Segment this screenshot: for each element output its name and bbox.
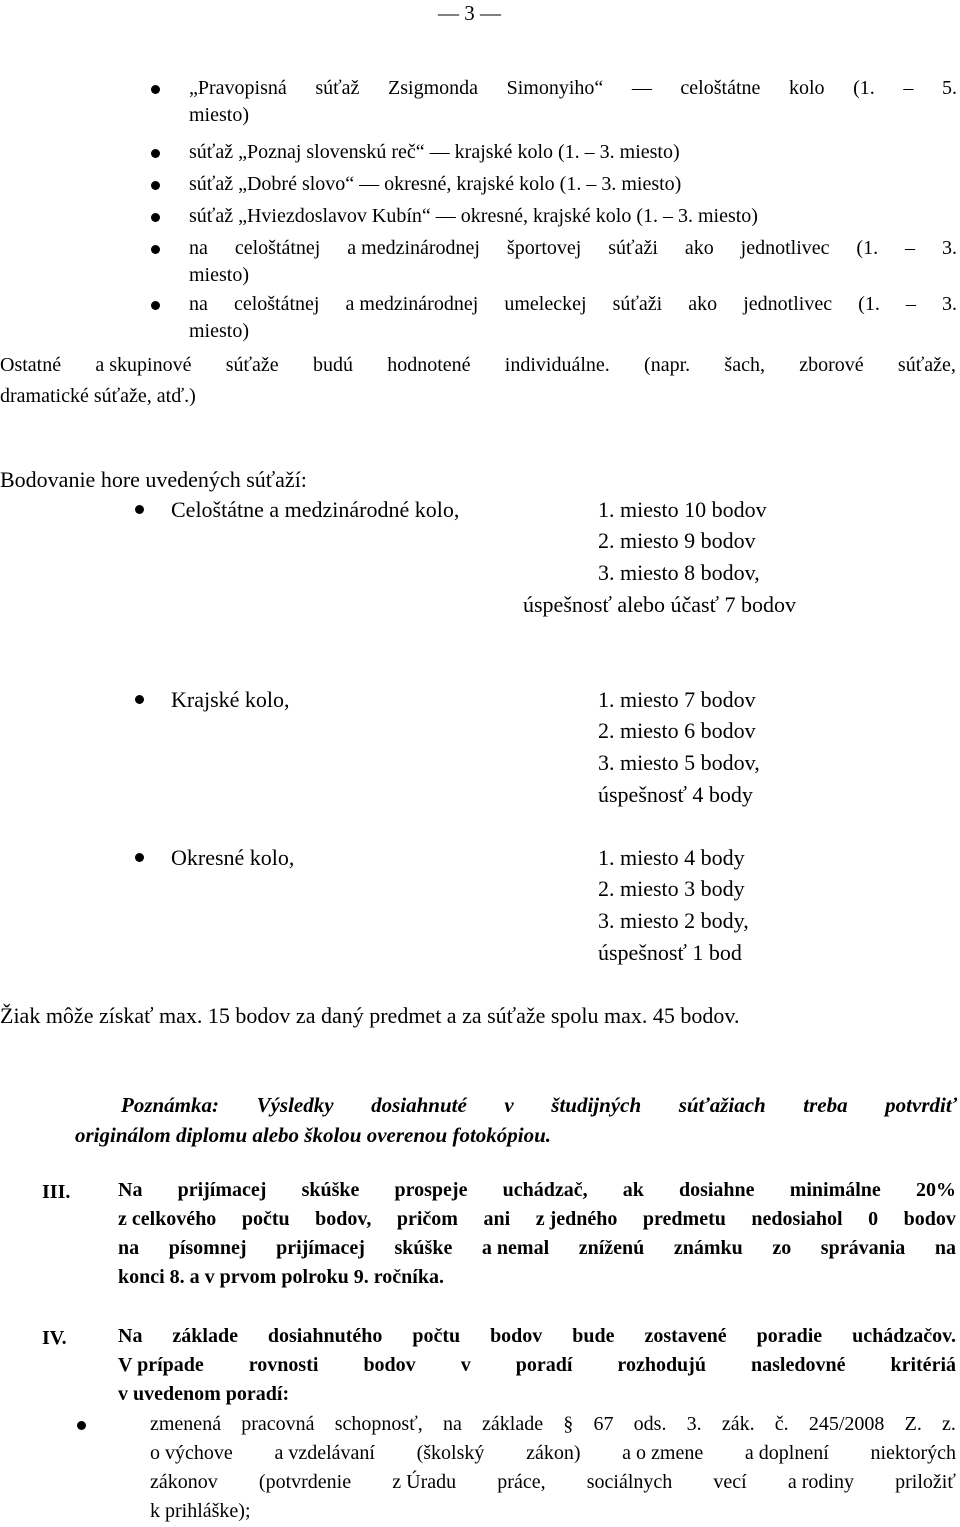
word: č.	[774, 1413, 789, 1435]
word: na	[934, 1237, 956, 1259]
word: zákonov	[150, 1471, 218, 1493]
word: zborové	[799, 354, 864, 376]
word: kolo	[788, 77, 825, 99]
word: o výchove	[150, 1442, 233, 1464]
section-4-last-line: v uvedenom poradí:	[118, 1383, 290, 1405]
word: celoštátne	[680, 77, 761, 99]
word: v	[460, 1354, 471, 1376]
word: predmetu	[642, 1208, 726, 1230]
word: zníženú	[578, 1237, 645, 1259]
section-3-line	[118, 1176, 956, 1205]
scoring-regional-line-1: 1. miesto 7 bodov	[598, 687, 756, 712]
word: poradie	[756, 1325, 823, 1347]
word: minimálne	[789, 1179, 881, 1201]
word: potvrdiť	[885, 1093, 957, 1117]
competition-item	[189, 76, 957, 127]
word: ako	[684, 237, 714, 259]
word: (potvrdenie	[258, 1471, 352, 1493]
word: pracovná	[241, 1413, 315, 1435]
word: z celkového	[118, 1208, 217, 1230]
page-number: — 3 —	[438, 1, 501, 25]
word: dosiahne	[678, 1179, 755, 1201]
competition-line: súťaž „Hviezdoslavov Kubín“ — okresné, krajské kolo (1. – 3. miesto)	[189, 205, 758, 227]
word: (1.	[858, 293, 880, 315]
word: vecí	[713, 1471, 747, 1493]
scoring-district-line-2: 2. miesto 3 body	[598, 876, 745, 901]
note-line-2: originálom diplomu alebo školou overenou fotokópiou.	[75, 1123, 552, 1147]
competition-line: súťaž „Poznaj slovenskú reč“ — krajské kolo (1. – 3. miesto)	[189, 141, 680, 163]
word: (školský	[416, 1442, 485, 1464]
word: –	[905, 293, 916, 315]
others-paragraph	[0, 353, 956, 408]
word: a doplnení	[744, 1442, 829, 1464]
word: 0	[868, 1208, 879, 1230]
word: prospeje	[394, 1179, 468, 1201]
word: prijímacej	[276, 1237, 365, 1259]
word: Zsigmonda	[388, 77, 479, 99]
word: ako	[688, 293, 718, 315]
word: 245/2008	[808, 1413, 885, 1435]
section-3-line	[118, 1234, 956, 1263]
competition-item	[189, 140, 680, 164]
word: bodov	[903, 1208, 956, 1230]
word: nasledovné	[750, 1354, 846, 1376]
word: pričom	[396, 1208, 458, 1230]
competition-item	[189, 236, 957, 287]
word: správania	[820, 1237, 906, 1259]
section-4-line	[118, 1351, 956, 1380]
section-4-line	[118, 1322, 956, 1351]
word: nedosiahol	[751, 1208, 843, 1230]
word: a medzinárodnej	[345, 293, 479, 315]
word: priložiť	[895, 1471, 956, 1493]
word: zákon)	[526, 1442, 581, 1464]
word: uchádzačov.	[852, 1325, 956, 1347]
bullet-icon	[135, 505, 144, 514]
word: skúške	[301, 1179, 360, 1201]
word: 3.	[941, 293, 957, 315]
word: študijných	[551, 1093, 642, 1117]
word: 3.	[686, 1413, 702, 1435]
section-3-numeral: III.	[42, 1181, 71, 1203]
bullet-icon	[151, 85, 160, 94]
section-4-numeral: IV.	[42, 1327, 67, 1349]
word: jednotlivec	[740, 237, 830, 259]
word: uchádzač,	[502, 1179, 588, 1201]
word: na	[189, 293, 208, 315]
word: súťaž	[315, 77, 360, 99]
word: súťaži	[612, 293, 663, 315]
word: 20%	[915, 1179, 956, 1201]
word: niektorých	[870, 1442, 956, 1464]
word: rozhodujú	[617, 1354, 706, 1376]
word: ani	[483, 1208, 511, 1230]
word: zostavené	[644, 1325, 727, 1347]
scoring-national-line-2: 2. miesto 9 bodov	[598, 528, 756, 553]
competition-item	[189, 204, 758, 228]
section-3-paragraph	[118, 1176, 956, 1292]
word: (1.	[856, 237, 879, 259]
word: umeleckej	[504, 293, 587, 315]
scoring-district-line-1: 1. miesto 4 body	[598, 845, 745, 870]
note-line-1	[75, 1090, 957, 1120]
criteria-item	[150, 1410, 956, 1526]
word: prijímacej	[177, 1179, 267, 1201]
others-line-1	[0, 353, 956, 377]
bullet-icon	[135, 853, 144, 862]
section-4-lines	[118, 1322, 956, 1380]
competition-line-1	[189, 236, 957, 260]
word: Simonyiho“	[506, 77, 604, 99]
word: bodov,	[315, 1208, 372, 1230]
word: budú	[312, 354, 353, 376]
competition-line-2: miesto)	[189, 104, 249, 126]
word: 5.	[941, 77, 957, 99]
word: Ostatné	[0, 354, 62, 376]
competition-line-1	[189, 76, 957, 100]
criteria-lines	[150, 1410, 956, 1497]
others-line-2: dramatické súťaže, atď.)	[0, 385, 196, 407]
word: súťaži	[608, 237, 658, 259]
word: súťaže,	[897, 354, 956, 376]
word: ak	[622, 1179, 644, 1201]
word: počtu	[412, 1325, 461, 1347]
bullet-icon	[151, 181, 160, 190]
word: jednotlivec	[743, 293, 833, 315]
word: §	[563, 1413, 574, 1435]
word: ods.	[633, 1413, 667, 1435]
scoring-label-national: Celoštátne a medzinárodné kolo,	[171, 497, 460, 522]
word: športovej	[506, 237, 582, 259]
scoring-heading: Bodovanie hore uvedených súťaží:	[0, 467, 307, 492]
word: písomnej	[168, 1237, 247, 1259]
scoring-national-line-1: 1. miesto 10 bodov	[598, 497, 767, 522]
competition-line: súťaž „Dobré slovo“ — okresné, krajské kolo (1. – 3. miesto)	[189, 173, 682, 195]
word: zo	[772, 1237, 792, 1259]
word: (napr.	[644, 354, 691, 376]
word: známku	[673, 1237, 743, 1259]
bullet-icon	[77, 1421, 86, 1430]
competition-line-2: miesto)	[189, 264, 249, 286]
word: kritériá	[890, 1354, 956, 1376]
word: bodov	[490, 1325, 543, 1347]
bullet-icon	[151, 245, 160, 254]
word: 3.	[941, 237, 957, 259]
scoring-regional-line-4: úspešnosť 4 body	[598, 782, 753, 807]
word: z jedného	[535, 1208, 618, 1230]
competition-line-2: miesto)	[189, 320, 249, 342]
word: z Úradu	[392, 1471, 457, 1493]
section-3-line	[118, 1205, 956, 1234]
word: zák.	[721, 1413, 755, 1435]
word: –	[903, 77, 914, 99]
word: Výsledky	[256, 1093, 334, 1117]
scoring-label-district: Okresné kolo,	[171, 845, 295, 870]
word: skúške	[394, 1237, 453, 1259]
criteria-line	[150, 1468, 956, 1497]
word: poradí	[515, 1354, 573, 1376]
word: V prípade	[118, 1354, 204, 1376]
word: zmenená	[150, 1413, 222, 1435]
word: súťaže	[225, 354, 279, 376]
bullet-icon	[151, 149, 160, 158]
word: celoštátnej	[233, 293, 320, 315]
word: „Pravopisná	[189, 77, 287, 99]
section-3-lines	[118, 1176, 956, 1263]
word: 67	[593, 1413, 614, 1435]
word: –	[905, 237, 916, 259]
word: súťažiach	[678, 1093, 766, 1117]
word: bodov	[363, 1354, 416, 1376]
scoring-national-line-3: 3. miesto 8 bodov,	[598, 560, 760, 585]
word: dosiahnuté	[371, 1093, 467, 1117]
word: (1.	[853, 77, 875, 99]
word: a rodiny	[787, 1471, 854, 1493]
word: sociálnych	[586, 1471, 673, 1493]
word: základe	[482, 1413, 544, 1435]
word: dosiahnutého	[267, 1325, 383, 1347]
word: —	[631, 77, 652, 99]
word: Poznámka:	[121, 1093, 220, 1117]
word: bude	[572, 1325, 615, 1347]
scoring-regional-line-3: 3. miesto 5 bodov,	[598, 750, 760, 775]
word: a nemal	[481, 1237, 550, 1259]
word: rovnosti	[248, 1354, 319, 1376]
word: Z.	[904, 1413, 922, 1435]
scoring-district-line-4: úspešnosť 1 bod	[598, 940, 742, 965]
word: práce,	[497, 1471, 546, 1493]
scoring-national-extra: úspešnosť alebo účasť 7 bodov	[523, 592, 796, 617]
word: celoštátnej	[234, 237, 321, 259]
word: na	[442, 1413, 462, 1435]
criteria-line	[150, 1410, 956, 1439]
criteria-last-line: k prihláške);	[150, 1500, 251, 1522]
bullet-icon	[151, 301, 160, 310]
word: Na	[118, 1179, 143, 1201]
word: treba	[803, 1093, 848, 1117]
scoring-district-line-3: 3. miesto 2 body,	[598, 908, 749, 933]
word: a vzdelávaní	[274, 1442, 375, 1464]
word: v	[504, 1093, 514, 1117]
competition-item	[189, 292, 957, 343]
word: a skupinové	[95, 354, 192, 376]
competition-item	[189, 172, 681, 196]
word: individuálne.	[504, 354, 610, 376]
bullet-icon	[151, 213, 160, 222]
note-paragraph	[75, 1090, 957, 1150]
scoring-regional-line-2: 2. miesto 6 bodov	[598, 718, 756, 743]
criteria-line	[150, 1439, 956, 1468]
competition-line-1	[189, 292, 957, 316]
word: na	[189, 237, 208, 259]
word: na	[118, 1237, 140, 1259]
section-3-last-line: konci 8. a v prvom polroku 9. ročníka.	[118, 1266, 444, 1288]
max-points-note: Žiak môže získať max. 15 bodov za daný predmet a za súťaže spolu max. 45 bodov.	[0, 1003, 740, 1028]
word: šach,	[724, 354, 765, 376]
word: Na	[118, 1325, 143, 1347]
scoring-label-regional: Krajské kolo,	[171, 687, 290, 712]
word: a o zmene	[622, 1442, 704, 1464]
word: a medzinárodnej	[347, 237, 480, 259]
word: z.	[942, 1413, 956, 1435]
bullet-icon	[135, 695, 144, 704]
section-4-paragraph	[118, 1322, 956, 1409]
word: počtu	[241, 1208, 290, 1230]
word: hodnotené	[387, 354, 471, 376]
word: základe	[172, 1325, 238, 1347]
word: schopnosť,	[334, 1413, 423, 1435]
